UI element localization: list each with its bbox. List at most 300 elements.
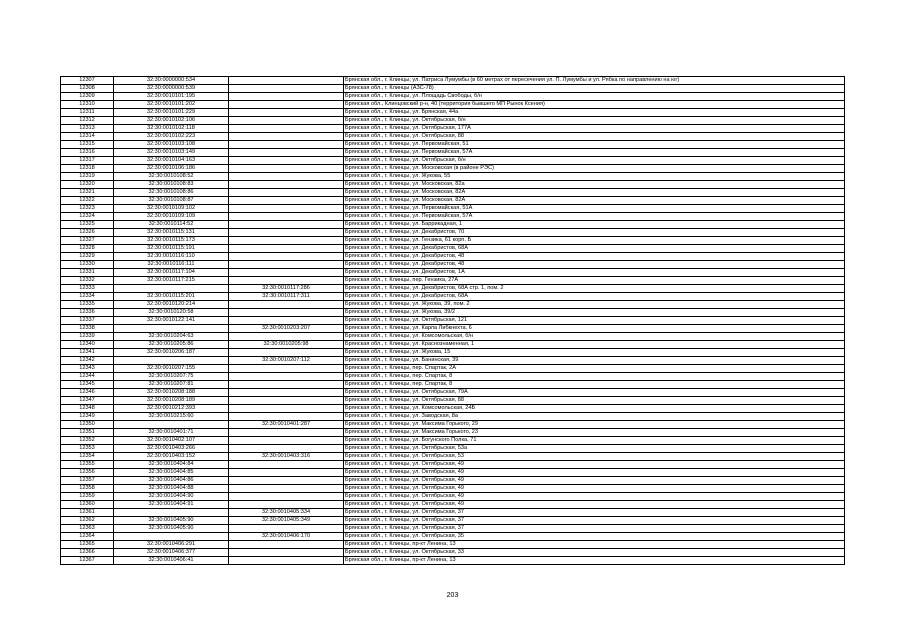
land-cadastral-number-cell: 32:30:0010207:81: [114, 381, 229, 389]
table-row: [61, 485, 845, 493]
land-cadastral-number-cell: [114, 285, 229, 293]
land-cadastral-number-cell: 32:30:0010108:83: [114, 181, 229, 189]
building-cadastral-number-cell: [229, 77, 344, 85]
table-row: [61, 277, 845, 285]
address-cell: Брянская обл., г. Клинцы, пер. Гензика, 27А: [344, 277, 845, 285]
building-cadastral-number-cell: [229, 557, 344, 565]
row-number-cell: 12365: [61, 541, 114, 549]
table-row: [61, 93, 845, 101]
building-cadastral-number-cell: [229, 245, 344, 253]
table-row: [61, 549, 845, 557]
table-row: [61, 237, 845, 245]
table-row: [61, 381, 845, 389]
row-number-cell: 12337: [61, 317, 114, 325]
address-cell: Брянская обл., г. Клинцы, ул. Жукова, 55: [344, 173, 845, 181]
building-cadastral-number-cell: 32:30:0010117:311: [229, 293, 344, 301]
land-cadastral-number-cell: 32:30:0010212:393: [114, 405, 229, 413]
address-cell: Брянская обл., г. Клинцы, ул. Октябрьская, 53: [344, 453, 845, 461]
row-number-cell: 12364: [61, 533, 114, 541]
address-cell: Брянская обл., г. Клинцы, ул. Московская (в районе РЭС): [344, 165, 845, 173]
table-row: [61, 389, 845, 397]
building-cadastral-number-cell: [229, 197, 344, 205]
row-number-cell: 12330: [61, 261, 114, 269]
row-number-cell: 12343: [61, 365, 114, 373]
address-cell: Брянская обл., г. Клинцы, ул. Декабристов, 48: [344, 261, 845, 269]
address-cell: Брянская обл., г. Клинцы, ул. Октябрьская, 49: [344, 469, 845, 477]
building-cadastral-number-cell: [229, 461, 344, 469]
address-cell: Брянская обл., г. Клинцы, ул. Октябрьская, 49: [344, 461, 845, 469]
table-row: [61, 325, 845, 333]
land-cadastral-number-cell: 32:30:0010406:291: [114, 541, 229, 549]
building-cadastral-number-cell: [229, 213, 344, 221]
land-cadastral-number-cell: 32:30:0010101:229: [114, 109, 229, 117]
table-row: [61, 133, 845, 141]
address-cell: Брянская обл., г. Клинцы, ул. Октябрьская, 121: [344, 317, 845, 325]
row-number-cell: 12342: [61, 357, 114, 365]
building-cadastral-number-cell: [229, 125, 344, 133]
building-cadastral-number-cell: [229, 117, 344, 125]
land-cadastral-number-cell: 32:30:0010115:131: [114, 229, 229, 237]
table-row: [61, 149, 845, 157]
row-number-cell: 12327: [61, 237, 114, 245]
row-number-cell: 12341: [61, 349, 114, 357]
land-cadastral-number-cell: 32:30:0010115:173: [114, 237, 229, 245]
building-cadastral-number-cell: [229, 237, 344, 245]
table-row: [61, 437, 845, 445]
building-cadastral-number-cell: [229, 525, 344, 533]
building-cadastral-number-cell: 32:30:0010117:286: [229, 285, 344, 293]
building-cadastral-number-cell: [229, 549, 344, 557]
row-number-cell: 12325: [61, 221, 114, 229]
address-cell: Брянская обл., г. Клинцы, ул. Декабристов, 70: [344, 229, 845, 237]
row-number-cell: 12309: [61, 93, 114, 101]
table-row: [61, 357, 845, 365]
land-cadastral-number-cell: 32:30:0010404:85: [114, 469, 229, 477]
address-cell: Брянская обл., г. Клинцы, ул. Краснознаменная, 1: [344, 341, 845, 349]
address-cell: Брянская обл., г. Клинцы, ул. Максима Горького, 29: [344, 421, 845, 429]
land-cadastral-number-cell: 32:30:0010120:214: [114, 301, 229, 309]
address-cell: Брянская обл., г. Клинцы, ул. Октябрьская, 49: [344, 485, 845, 493]
building-cadastral-number-cell: 32:30:0010207:112: [229, 357, 344, 365]
land-cadastral-number-cell: 32:30:0010102:223: [114, 133, 229, 141]
building-cadastral-number-cell: 32:30:0010406:170: [229, 533, 344, 541]
land-cadastral-number-cell: 32:30:0010207:155: [114, 365, 229, 373]
address-cell: Брянская обл., г. Клинцы, ул. Октябрьская, 49: [344, 477, 845, 485]
row-number-cell: 12316: [61, 149, 114, 157]
address-cell: Брянская обл., г. Клинцы, ул. Октябрьская, 49: [344, 493, 845, 501]
land-cadastral-number-cell: 32:30:0010205:86: [114, 341, 229, 349]
address-cell: Брянская обл., г. Клинцы, ул. Комсомольская, б/н: [344, 333, 845, 341]
building-cadastral-number-cell: [229, 269, 344, 277]
address-cell: Брянская обл., г. Клинцы, ул. Октябрьская, 88: [344, 133, 845, 141]
address-cell: Брянская обл., г. Клинцы, ул. Октябрьская, 49: [344, 501, 845, 509]
building-cadastral-number-cell: [229, 493, 344, 501]
row-number-cell: 12324: [61, 213, 114, 221]
table-row: [61, 197, 845, 205]
land-cadastral-number-cell: 32:30:0010108:86: [114, 189, 229, 197]
land-cadastral-number-cell: [114, 325, 229, 333]
building-cadastral-number-cell: [229, 189, 344, 197]
table-row: [61, 109, 845, 117]
address-cell: Брянская обл., г. Клинцы, ул. Октябрьская, 37: [344, 517, 845, 525]
land-cadastral-number-cell: 32:30:0010108:87: [114, 197, 229, 205]
table-row: [61, 229, 845, 237]
land-cadastral-number-cell: 32:30:0010404:90: [114, 493, 229, 501]
land-cadastral-number-cell: 32:30:0010406:377: [114, 549, 229, 557]
land-cadastral-number-cell: [114, 421, 229, 429]
building-cadastral-number-cell: [229, 229, 344, 237]
table-row: [61, 253, 845, 261]
building-cadastral-number-cell: [229, 333, 344, 341]
building-cadastral-number-cell: [229, 165, 344, 173]
address-cell: Брянская обл., г. Клинцы, ул. Октябрьская, б/н: [344, 117, 845, 125]
land-cadastral-number-cell: 32:30:0010403:152: [114, 453, 229, 461]
table-row: [61, 469, 845, 477]
land-cadastral-number-cell: 32:30:0010403:266: [114, 445, 229, 453]
row-number-cell: 12353: [61, 445, 114, 453]
land-cadastral-number-cell: 32:30:0010208:188: [114, 389, 229, 397]
address-cell: Брянская обл., г. Клинцы, ул. Октябрьская, б/н: [344, 157, 845, 165]
table-row: [61, 221, 845, 229]
table-row: [61, 85, 845, 93]
building-cadastral-number-cell: [229, 445, 344, 453]
row-number-cell: 12323: [61, 205, 114, 213]
building-cadastral-number-cell: 32:30:0010405:349: [229, 517, 344, 525]
address-cell: Брянская обл., г. Клинцы, ул. Богунского Полка, 71: [344, 437, 845, 445]
row-number-cell: 12322: [61, 197, 114, 205]
building-cadastral-number-cell: [229, 181, 344, 189]
row-number-cell: 12311: [61, 109, 114, 117]
land-cadastral-number-cell: 32:30:0010120:58: [114, 309, 229, 317]
row-number-cell: 12360: [61, 501, 114, 509]
building-cadastral-number-cell: [229, 221, 344, 229]
address-cell: Брянская обл., г. Клинцы, ул. Московская, 82А: [344, 189, 845, 197]
building-cadastral-number-cell: [229, 93, 344, 101]
row-number-cell: 12328: [61, 245, 114, 253]
row-number-cell: 12357: [61, 477, 114, 485]
row-number-cell: 12314: [61, 133, 114, 141]
land-cadastral-number-cell: 32:30:0010404:86: [114, 477, 229, 485]
row-number-cell: 12339: [61, 333, 114, 341]
address-cell: Брянская обл., г. Клинцы, ул. Жукова, 39, пом. 2: [344, 301, 845, 309]
building-cadastral-number-cell: 32:30:0010405:334: [229, 509, 344, 517]
row-number-cell: 12335: [61, 301, 114, 309]
address-cell: Брянская обл., г. Клинцы (АЗС-78): [344, 85, 845, 93]
building-cadastral-number-cell: [229, 157, 344, 165]
address-cell: Брянская обл., г. Клинцы, ул. Комсомольская, 24Б: [344, 405, 845, 413]
row-number-cell: 12333: [61, 285, 114, 293]
row-number-cell: 12331: [61, 269, 114, 277]
building-cadastral-number-cell: [229, 541, 344, 549]
building-cadastral-number-cell: 32:30:0010203:207: [229, 325, 344, 333]
address-cell: Брянская обл., г. Клинцы, ул. Октябрьская, 88: [344, 397, 845, 405]
building-cadastral-number-cell: [229, 469, 344, 477]
building-cadastral-number-cell: [229, 173, 344, 181]
building-cadastral-number-cell: [229, 349, 344, 357]
address-cell: Брянская обл., г. Клинцы, ул. Первомайская, 57А: [344, 149, 845, 157]
table-row: [61, 533, 845, 541]
table-row: [61, 245, 845, 253]
table-row: [61, 261, 845, 269]
land-cadastral-number-cell: 32:30:0010117:215: [114, 277, 229, 285]
land-cadastral-number-cell: 32:30:0010208:189: [114, 397, 229, 405]
table-row: [61, 141, 845, 149]
table-row: [61, 397, 845, 405]
row-number-cell: 12307: [61, 77, 114, 85]
row-number-cell: 12356: [61, 469, 114, 477]
land-cadastral-number-cell: 32:30:0010204:63: [114, 333, 229, 341]
table-row: [61, 189, 845, 197]
land-cadastral-number-cell: 32:30:0010104:163: [114, 157, 229, 165]
building-cadastral-number-cell: [229, 437, 344, 445]
address-cell: Брянская обл., г. Клинцы, ул. Октябрьская, 37: [344, 509, 845, 517]
table-row: [61, 341, 845, 349]
row-number-cell: 12361: [61, 509, 114, 517]
row-number-cell: 12320: [61, 181, 114, 189]
land-cadastral-number-cell: 32:30:0010122:141: [114, 317, 229, 325]
building-cadastral-number-cell: 32:30:0010403:316: [229, 453, 344, 461]
row-number-cell: 12344: [61, 373, 114, 381]
building-cadastral-number-cell: [229, 397, 344, 405]
row-number-cell: 12352: [61, 437, 114, 445]
register-table-body: [61, 77, 845, 565]
row-number-cell: 12367: [61, 557, 114, 565]
table-row: [61, 77, 845, 85]
row-number-cell: 12321: [61, 189, 114, 197]
building-cadastral-number-cell: [229, 261, 344, 269]
row-number-cell: 12346: [61, 389, 114, 397]
building-cadastral-number-cell: [229, 501, 344, 509]
land-cadastral-number-cell: 32:30:0010101:195: [114, 93, 229, 101]
land-cadastral-number-cell: 32:30:0010114:52: [114, 221, 229, 229]
table-row: [61, 493, 845, 501]
row-number-cell: 12366: [61, 549, 114, 557]
address-cell: Брянская обл., г. Клинцы, ул. Декабристов, 68А стр. 1, пом. 2: [344, 285, 845, 293]
row-number-cell: 12359: [61, 493, 114, 501]
table-row: [61, 293, 845, 301]
building-cadastral-number-cell: [229, 309, 344, 317]
row-number-cell: 12355: [61, 461, 114, 469]
row-number-cell: 12348: [61, 405, 114, 413]
address-cell: Брянская обл., г. Клинцы, пер. Спартак, 2А: [344, 365, 845, 373]
table-row: [61, 477, 845, 485]
row-number-cell: 12334: [61, 293, 114, 301]
table-row: [61, 101, 845, 109]
table-row: [61, 205, 845, 213]
land-cadastral-number-cell: 32:30:0010207:75: [114, 373, 229, 381]
building-cadastral-number-cell: [229, 317, 344, 325]
row-number-cell: 12350: [61, 421, 114, 429]
row-number-cell: 12318: [61, 165, 114, 173]
land-cadastral-number-cell: 32:30:0010215:60: [114, 413, 229, 421]
address-cell: Брянская обл., г. Клинцы, ул. Банинская, 39: [344, 357, 845, 365]
row-number-cell: 12310: [61, 101, 114, 109]
property-register-table: [60, 76, 845, 565]
building-cadastral-number-cell: [229, 477, 344, 485]
table-row: [61, 413, 845, 421]
building-cadastral-number-cell: 32:30:0010401:287: [229, 421, 344, 429]
land-cadastral-number-cell: 32:30:0010405:90: [114, 525, 229, 533]
row-number-cell: 12345: [61, 381, 114, 389]
address-cell: Брянская обл., г. Клинцы, ул. Декабристов, 1А: [344, 269, 845, 277]
building-cadastral-number-cell: [229, 141, 344, 149]
row-number-cell: 12312: [61, 117, 114, 125]
address-cell: Брянская обл., г. Клинцы, ул. Октябрьская, 79А: [344, 389, 845, 397]
table-row: [61, 557, 845, 565]
row-number-cell: 12336: [61, 309, 114, 317]
table-row: [61, 333, 845, 341]
land-cadastral-number-cell: 32:30:0010109:102: [114, 205, 229, 213]
address-cell: Брянская обл., г. Клинцы, ул. Октябрьская, 33: [344, 549, 845, 557]
building-cadastral-number-cell: [229, 485, 344, 493]
land-cadastral-number-cell: 32:30:0010406:41: [114, 557, 229, 565]
land-cadastral-number-cell: [114, 533, 229, 541]
building-cadastral-number-cell: [229, 429, 344, 437]
land-cadastral-number-cell: [114, 357, 229, 365]
table-row: [61, 181, 845, 189]
land-cadastral-number-cell: 32:30:0000000:539: [114, 85, 229, 93]
land-cadastral-number-cell: [114, 509, 229, 517]
land-cadastral-number-cell: 32:30:0010116:111: [114, 261, 229, 269]
address-cell: Брянская обл., г. Клинцы, пр-кт Ленина, 13: [344, 557, 845, 565]
row-number-cell: 12349: [61, 413, 114, 421]
building-cadastral-number-cell: [229, 101, 344, 109]
table-row: [61, 309, 845, 317]
building-cadastral-number-cell: [229, 205, 344, 213]
land-cadastral-number-cell: 32:30:0010109:109: [114, 213, 229, 221]
page-number: 203: [446, 592, 459, 599]
table-row: [61, 421, 845, 429]
table-row: [61, 285, 845, 293]
address-cell: Брянская обл., г. Клинцы, ул. Октябрьская, 177А: [344, 125, 845, 133]
land-cadastral-number-cell: 32:30:0010401:71: [114, 429, 229, 437]
address-cell: Брянская обл., г. Клинцы, ул. Декабристов, 68А: [344, 293, 845, 301]
land-cadastral-number-cell: 32:30:0010102:118: [114, 125, 229, 133]
building-cadastral-number-cell: [229, 149, 344, 157]
table-row: [61, 429, 845, 437]
table-row: [61, 117, 845, 125]
land-cadastral-number-cell: 32:30:0010405:90: [114, 517, 229, 525]
table-row: [61, 317, 845, 325]
address-cell: Брянская обл., г. Клинцы, ул. Карла Либкнехта, 6: [344, 325, 845, 333]
address-cell: Брянская обл., г. Клинцы, ул. Гензика, 61 корп. Б: [344, 237, 845, 245]
address-cell: Брянская обл., г. Клинцы, ул. Октябрьская, 37: [344, 525, 845, 533]
address-cell: Брянская обл., Клинцовский р-н, 40 (территория бывшего МП Рынок Ксения): [344, 101, 845, 109]
row-number-cell: 12319: [61, 173, 114, 181]
table-row: [61, 125, 845, 133]
building-cadastral-number-cell: [229, 277, 344, 285]
land-cadastral-number-cell: 32:30:0010404:91: [114, 501, 229, 509]
building-cadastral-number-cell: [229, 373, 344, 381]
address-cell: Брянская обл., г. Клинцы, ул. Октябрьская, 35: [344, 533, 845, 541]
table-row: [61, 365, 845, 373]
address-cell: Брянская обл., г. Клинцы, ул. Первомайская, 51: [344, 141, 845, 149]
row-number-cell: 12313: [61, 125, 114, 133]
land-cadastral-number-cell: 32:30:0010115:201: [114, 293, 229, 301]
address-cell: Брянская обл., г. Клинцы, ул. Московская, 82А: [344, 197, 845, 205]
table-row: [61, 501, 845, 509]
address-cell: Брянская обл., г. Клинцы, пр-кт Ленина, 13: [344, 541, 845, 549]
table-row: [61, 157, 845, 165]
row-number-cell: 12362: [61, 517, 114, 525]
land-cadastral-number-cell: 32:30:0010402:107: [114, 437, 229, 445]
land-cadastral-number-cell: 32:30:0010116:110: [114, 253, 229, 261]
address-cell: Брянская обл., г. Клинцы, ул. Баррикадная, 1: [344, 221, 845, 229]
table-row: [61, 461, 845, 469]
building-cadastral-number-cell: [229, 365, 344, 373]
address-cell: Брянская обл., г. Клинцы, ул. Декабристов, 48: [344, 253, 845, 261]
land-cadastral-number-cell: 32:30:0010117:104: [114, 269, 229, 277]
land-cadastral-number-cell: 32:30:0010404:84: [114, 461, 229, 469]
address-cell: Брянская обл., г. Клинцы, ул. Заводская, 8а: [344, 413, 845, 421]
table-row: [61, 517, 845, 525]
building-cadastral-number-cell: [229, 405, 344, 413]
address-cell: Брянская обл., г. Клинцы, пер. Спартак, 8: [344, 373, 845, 381]
land-cadastral-number-cell: 32:30:0010103:149: [114, 149, 229, 157]
land-cadastral-number-cell: 32:30:0010101:202: [114, 101, 229, 109]
row-number-cell: 12329: [61, 253, 114, 261]
land-cadastral-number-cell: 32:30:0010108:52: [114, 173, 229, 181]
table-row: [61, 453, 845, 461]
address-cell: Брянская обл., г. Клинцы, ул. Брянская, 44а: [344, 109, 845, 117]
table-row: [61, 525, 845, 533]
table-row: [61, 269, 845, 277]
address-cell: Брянская обл., г. Клинцы, ул. Жукова, 39/2: [344, 309, 845, 317]
row-number-cell: 12338: [61, 325, 114, 333]
row-number-cell: 12363: [61, 525, 114, 533]
table-row: [61, 349, 845, 357]
table-row: [61, 301, 845, 309]
table-row: [61, 541, 845, 549]
building-cadastral-number-cell: [229, 389, 344, 397]
building-cadastral-number-cell: [229, 413, 344, 421]
building-cadastral-number-cell: [229, 133, 344, 141]
land-cadastral-number-cell: 32:30:0010206:187: [114, 349, 229, 357]
row-number-cell: 12351: [61, 429, 114, 437]
land-cadastral-number-cell: 32:30:0010115:191: [114, 245, 229, 253]
building-cadastral-number-cell: [229, 85, 344, 93]
table-row: [61, 213, 845, 221]
row-number-cell: 12347: [61, 397, 114, 405]
building-cadastral-number-cell: 32:30:0010205:98: [229, 341, 344, 349]
table-row: [61, 445, 845, 453]
land-cadastral-number-cell: 32:30:0000000:534: [114, 77, 229, 85]
row-number-cell: 12326: [61, 229, 114, 237]
land-cadastral-number-cell: 32:30:0010106:186: [114, 165, 229, 173]
row-number-cell: 12317: [61, 157, 114, 165]
table-row: [61, 405, 845, 413]
table-row: [61, 509, 845, 517]
land-cadastral-number-cell: 32:30:0010102:106: [114, 117, 229, 125]
land-cadastral-number-cell: 32:30:0010404:88: [114, 485, 229, 493]
row-number-cell: 12354: [61, 453, 114, 461]
address-cell: Брянская обл., г. Клинцы, ул. Октябрьская, 53а: [344, 445, 845, 453]
building-cadastral-number-cell: [229, 381, 344, 389]
land-cadastral-number-cell: 32:30:0010103:108: [114, 141, 229, 149]
table-row: [61, 373, 845, 381]
table-row: [61, 173, 845, 181]
address-cell: Брянская обл., г. Клинцы, ул. Площадь Свободы, б/н: [344, 93, 845, 101]
building-cadastral-number-cell: [229, 109, 344, 117]
address-cell: Брянская обл., г. Клинцы, ул. Жукова, 15: [344, 349, 845, 357]
address-cell: Брянская обл., г. Клинцы, ул. Патриса Лумумбы (в 60 метрах от пересечения ул. П. Лумумбы и ул. Рябка по направлению на юг): [344, 77, 845, 85]
address-cell: Брянская обл., г. Клинцы, ул. Максима Горького, 23: [344, 429, 845, 437]
row-number-cell: 12358: [61, 485, 114, 493]
row-number-cell: 12308: [61, 85, 114, 93]
address-cell: Брянская обл., г. Клинцы, пер. Спартак, 8: [344, 381, 845, 389]
address-cell: Брянская обл., г. Клинцы, ул. Первомайская, 57А: [344, 213, 845, 221]
building-cadastral-number-cell: [229, 253, 344, 261]
